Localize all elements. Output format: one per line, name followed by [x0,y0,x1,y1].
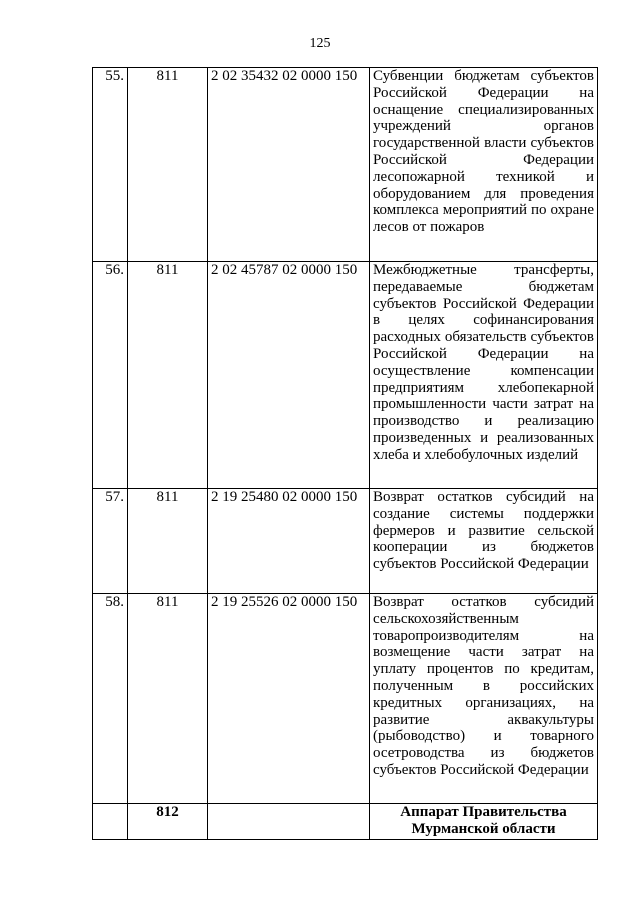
administrator-code: 811 [128,262,208,489]
administrator-code: 811 [128,68,208,262]
department-name: Аппарат Правительства Мурманской области [370,804,598,840]
administrator-code: 812 [128,804,208,840]
revenue-name: Межбюджетные трансферты, передаваемые бюджетам субъектов Российской Федерации в целях софинансирования расходных обязательств субъектов Российской Федерации на осуществление компенсации предприятиям хлебопекарной промышленности части затрат на производство и реализацию произведенных и реализованных хлеба и хлебобулочных изделий [370,262,598,489]
row-number: 55. [93,68,128,262]
administrator-code: 811 [128,594,208,804]
department-row [93,804,598,840]
revenue-name: Субвенции бюджетам субъектов Российской Федерации на оснащение специализированных учреждений органов государственной власти субъектов Российской Федерации лесопожарной техникой и оборудованием для проведения комплекса мероприятий по охране лесов от пожаров [370,68,598,262]
row-number [93,804,128,840]
table-row [93,489,598,594]
page-number: 125 [309,36,331,51]
revenue-table [92,67,598,840]
row-number: 57. [93,489,128,594]
table-row [93,68,598,262]
table-row [93,262,598,489]
row-number: 58. [93,594,128,804]
budget-classification-code: 2 19 25480 02 0000 150 [208,489,370,594]
revenue-name: Возврат остатков субсидий на создание системы поддержки фермеров и развитие сельской кооперации из бюджетов субъектов Российской Федерации [370,489,598,594]
table-row [93,594,598,804]
budget-classification-code [208,804,370,840]
row-number: 56. [93,262,128,489]
revenue-name: Возврат остатков субсидий сельскохозяйственным товаропроизводителям на возмещение части затрат на уплату процентов по кредитам, полученным в российских кредитных организациях, на развитие аквакультуры (рыбоводство) и товарного осетроводства из бюджетов субъектов Российской Федерации [370,594,598,804]
budget-classification-code: 2 02 35432 02 0000 150 [208,68,370,262]
budget-classification-code: 2 19 25526 02 0000 150 [208,594,370,804]
budget-classification-code: 2 02 45787 02 0000 150 [208,262,370,489]
administrator-code: 811 [128,489,208,594]
